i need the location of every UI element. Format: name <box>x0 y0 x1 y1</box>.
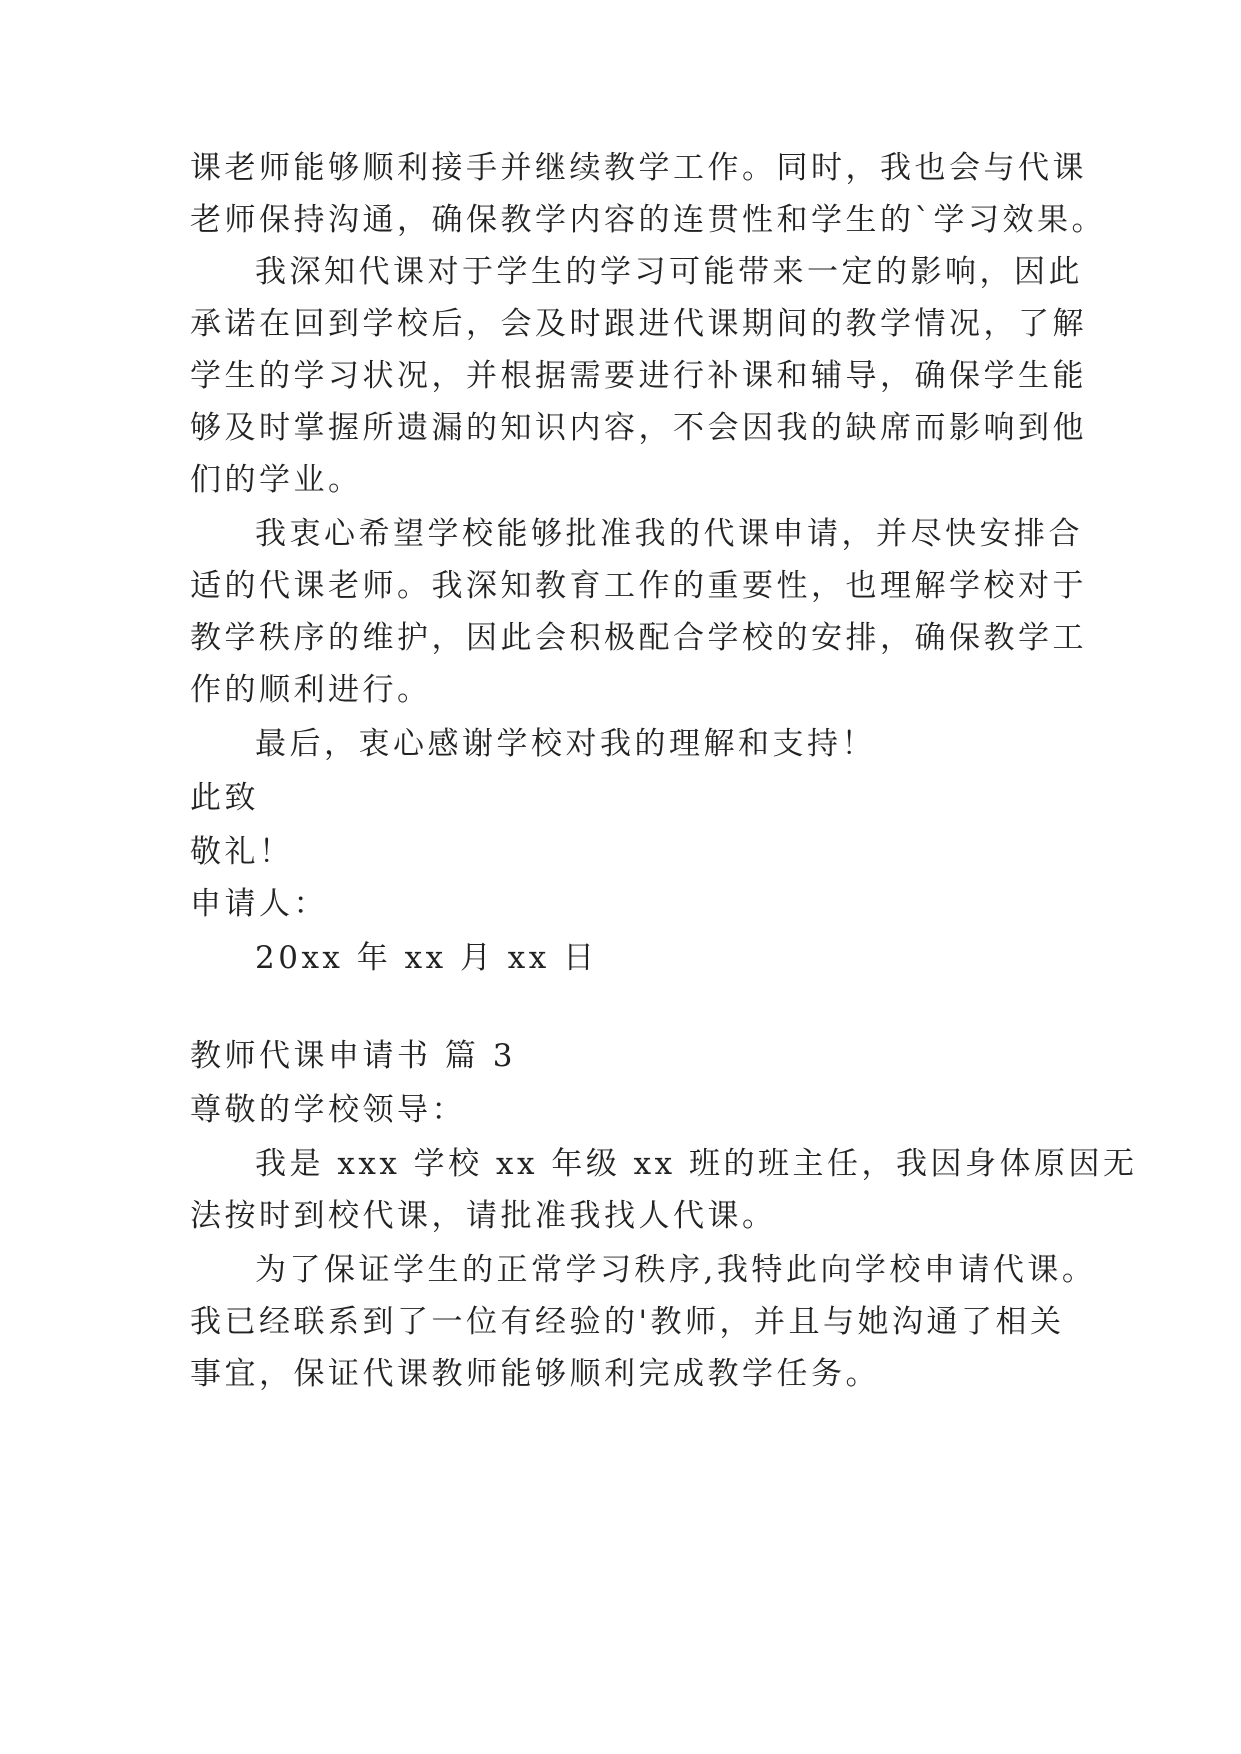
body-line: 我已经联系到了一位有经验的'教师，并且与她沟通了相关 <box>190 1304 1065 1340</box>
paragraph-first-line: 我深知代课对于学生的学习可能带来一定的影响，因此 <box>255 254 1083 290</box>
date-line: 20xx 年 xx 月 xx 日 <box>255 940 598 976</box>
body-line: 作的顺利进行。 <box>190 672 432 708</box>
section-title: 教师代课申请书 篇 3 <box>190 1038 516 1074</box>
body-line: 事宜，保证代课教师能够顺利完成教学任务。 <box>190 1356 880 1392</box>
body-line: 老师保持沟通，确保教学内容的连贯性和学生的`学习效果。 <box>190 202 1106 238</box>
body-line: 承诺在回到学校后，会及时跟进代课期间的教学情况，了解 <box>190 306 1087 342</box>
applicant-label: 申请人： <box>190 886 328 922</box>
body-line: 们的学业。 <box>190 462 363 498</box>
salutation-ci-zhi: 此致 <box>190 780 259 816</box>
body-line: 够及时掌握所遗漏的知识内容，不会因我的缺席而影响到他 <box>190 410 1087 446</box>
closing-thanks: 最后，衷心感谢学校对我的理解和支持！ <box>255 726 876 762</box>
body-line: 学生的学习状况，并根据需要进行补课和辅导，确保学生能 <box>190 358 1087 394</box>
paragraph-first-line: 为了保证学生的正常学习秩序,我特此向学校申请代课。 <box>255 1252 1097 1288</box>
greeting: 尊敬的学校领导： <box>190 1092 466 1128</box>
body-line: 课老师能够顺利接手并继续教学工作。同时，我也会与代课 <box>190 150 1087 186</box>
body-line: 适的代课老师。我深知教育工作的重要性，也理解学校对于 <box>190 568 1087 604</box>
body-line: 教学秩序的维护，因此会积极配合学校的安排，确保教学工 <box>190 620 1087 656</box>
paragraph-first-line: 我衷心希望学校能够批准我的代课申请，并尽快安排合 <box>255 516 1083 552</box>
salutation-jing-li: 敬礼！ <box>190 834 294 870</box>
paragraph-first-line: 我是 xxx 学校 xx 年级 xx 班的班主任，我因身体原因无 <box>255 1146 1138 1182</box>
body-line: 法按时到校代课，请批准我找人代课。 <box>190 1198 777 1234</box>
